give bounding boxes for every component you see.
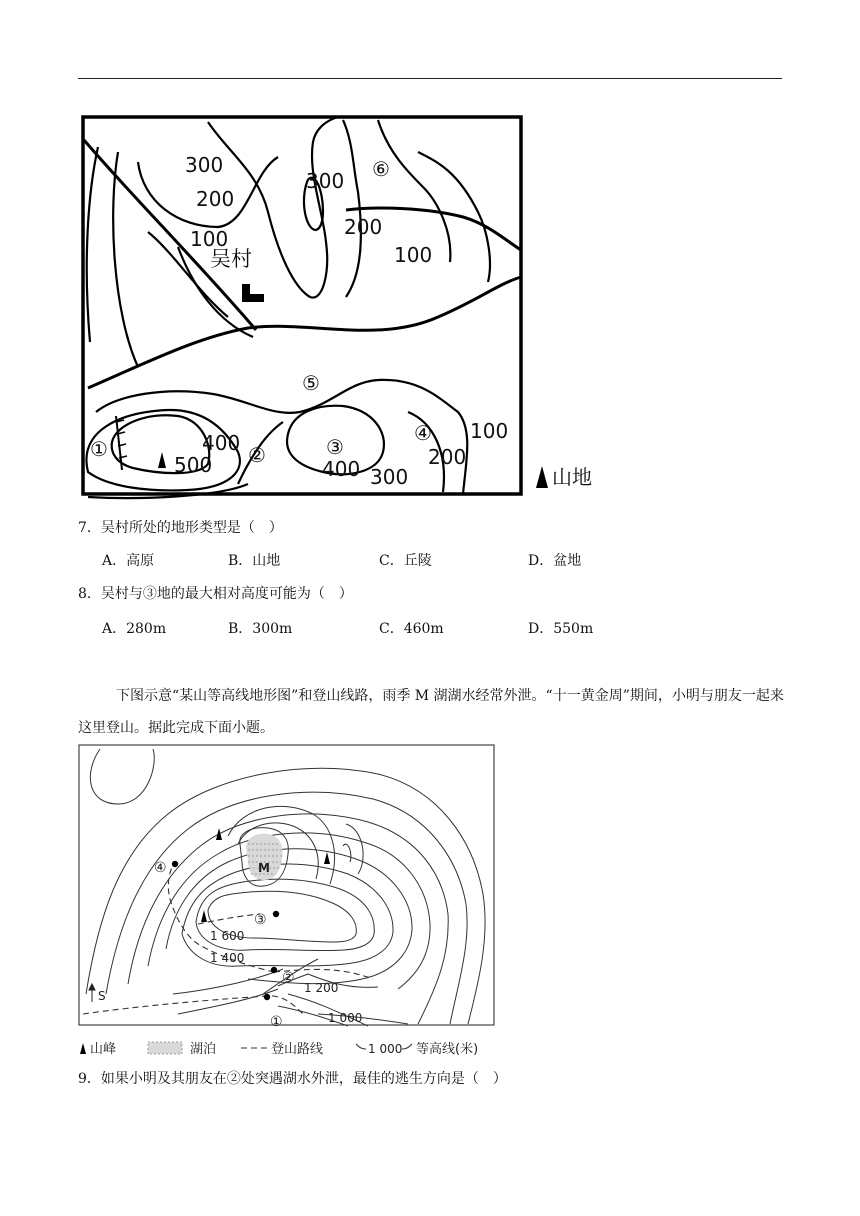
option-c[interactable]: C．丘陵: [379, 553, 432, 569]
question-7: 7．吴村所处的地形类型是（ ）: [78, 520, 283, 536]
point-marker: [264, 994, 270, 1000]
north-arrow-icon: [89, 984, 95, 1002]
header-rule: [78, 78, 782, 79]
north-label: S: [98, 989, 106, 1003]
contour-map-1: [78, 112, 618, 500]
option-d[interactable]: D．550m: [528, 621, 594, 637]
option-b[interactable]: B．300m: [228, 621, 293, 637]
question-9: 9．如果小明及其朋友在②处突遇湖水外泄，最佳的逃生方向是（ ）: [78, 1071, 507, 1087]
map1-frame: [83, 117, 521, 494]
contour-swatch: [402, 1044, 412, 1049]
map2-legend: [78, 1038, 518, 1060]
lake-label: M: [258, 861, 270, 875]
contour-label: 1 200: [304, 981, 339, 995]
lake-swatch: [148, 1042, 182, 1054]
point-label: ②: [282, 970, 295, 986]
legend-route-label: 登山路线: [271, 1042, 324, 1057]
contour-label: 100: [190, 227, 229, 251]
peak-icon: [158, 452, 166, 468]
contour-line: [90, 749, 154, 804]
point-marker: [172, 861, 178, 867]
contour-line: [87, 147, 98, 342]
village-icon: [242, 284, 264, 302]
contour-line: [106, 792, 467, 1024]
contour-label: 300: [370, 465, 409, 489]
peak-icon: [216, 828, 222, 840]
road-line: [84, 140, 256, 330]
peak-icon: [324, 852, 330, 864]
option-a[interactable]: A．280m: [102, 621, 167, 637]
question-8: 8．吴村与③地的最大相对高度可能为（ ）: [78, 586, 353, 602]
contour-line: [113, 152, 138, 367]
contour-swatch: [356, 1044, 366, 1049]
contour-line: [173, 969, 283, 994]
contour-map-2: [78, 744, 498, 1029]
contour-label: 400: [202, 431, 241, 455]
map1-labels: [90, 153, 508, 489]
contour-label: 1 400: [210, 951, 245, 965]
place-label: ②: [248, 443, 266, 467]
point-marker: [271, 967, 277, 973]
legend-lake-label: 湖泊: [190, 1042, 217, 1057]
contour-line: [96, 380, 467, 494]
contour-label: 200: [196, 187, 235, 211]
map1-contours: [84, 117, 521, 498]
place-label: ④: [414, 421, 432, 445]
legend-peak-label: 山峰: [90, 1042, 117, 1057]
contour-line: [346, 824, 363, 874]
option-c[interactable]: C．460m: [379, 621, 444, 637]
legend-contour-value: 1 000: [368, 1042, 403, 1056]
point-marker: [273, 911, 279, 917]
contour-label: 100: [470, 419, 509, 443]
contour-label: 200: [428, 445, 467, 469]
contour-label: 400: [322, 457, 361, 481]
intro-text: 下图示意“某山等高线地形图”和登山线路，雨季 M 湖湖水经常外泄。“十一黄金周”期间，小明与朋友一起来这里登山。据此完成下面小题。: [78, 688, 784, 736]
place-label: ③: [326, 435, 344, 459]
point-label: ④: [154, 860, 167, 876]
place-label: ⑥: [372, 157, 390, 181]
place-label: ①: [90, 437, 108, 461]
option-a[interactable]: A．高原: [102, 553, 155, 569]
contour-label: 1 600: [210, 929, 245, 943]
contour-label: 300: [185, 153, 224, 177]
point-label: ③: [254, 912, 267, 928]
contour-label: 100: [394, 243, 433, 267]
intro-paragraph: [78, 680, 788, 744]
village-label: 吴村: [210, 247, 252, 271]
option-d[interactable]: D．盆地: [528, 553, 582, 569]
cliff-symbol: [116, 416, 127, 470]
place-label: ⑤: [302, 371, 320, 395]
peak-icon: [201, 910, 207, 922]
contour-label: 500: [174, 453, 213, 477]
contour-label: 1 000: [328, 1011, 363, 1025]
point-label: ①: [270, 1014, 283, 1029]
contour-line: [378, 120, 450, 262]
peak-icon: [80, 1043, 86, 1054]
legend-contour-label: 等高线(米): [416, 1042, 479, 1057]
contour-label: 200: [344, 215, 383, 239]
contour-label: 300: [306, 169, 345, 193]
mountain-legend-icon: [536, 466, 548, 488]
contour-line: [343, 844, 351, 862]
route-line: [198, 914, 260, 924]
option-b[interactable]: B．山地: [228, 553, 281, 569]
mountain-legend-label: 山地: [552, 465, 592, 489]
